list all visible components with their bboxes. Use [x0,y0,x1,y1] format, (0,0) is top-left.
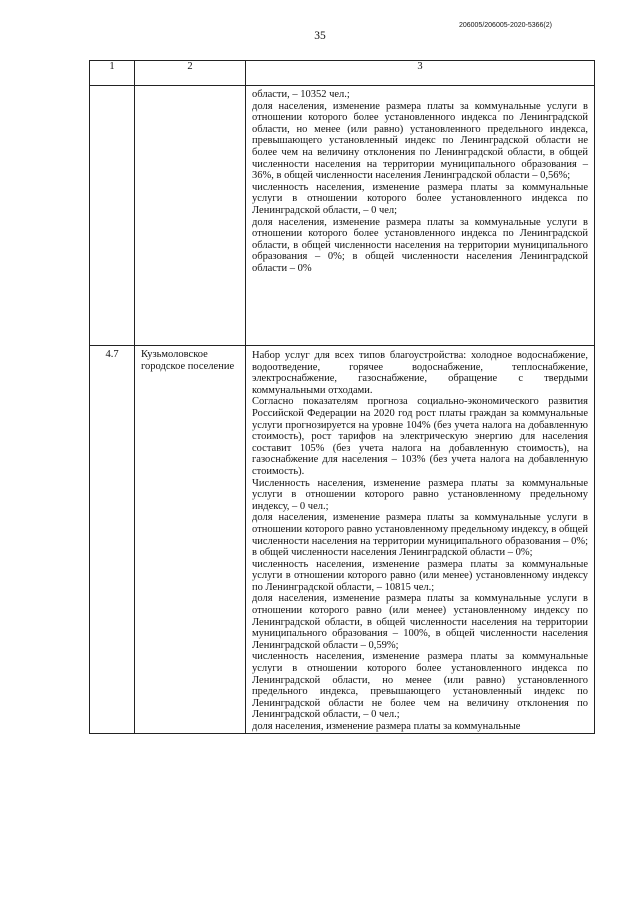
data-table [89,60,595,734]
paragraph: Согласно показателям прогноза социально-экономического развития Российской Федерации на 2020 год рост платы граждан за коммунальные услуги прогнозируется на уровне 104% (без учета налога на добавленную стоимость), рост тарифов на электрическую энергию для населения составит 105% (без учета налога на добавленную стоимость), на газоснабжение для населения – 103% (без учета налога на добавленную стоимость). [252,396,588,477]
description-cell [246,346,595,734]
paragraph: доля населения, изменение размера платы за коммунальные услуги в отношении которого равно установленному предельному индексу, в общей численности населения на территории муниципального образования – 0%; в общей численности населения Ленинградской области – 0%; [252,512,588,559]
paragraph: доля населения, изменение размера платы за коммунальные услуги в отношении которого более установленного индекса по Ленинградской области, но менее (или равно) установленного предельного индекса, превышающего установленный индекс по Ленинградской области не более чем на величину отклонения по Ленинградской области, в общей численности населения на территории муниципального образования – 36%, в общей численности населения Ленинградской области – 0,56%; [252,100,588,182]
table-row [90,86,595,346]
row-number: 4.7 [90,346,135,734]
paragraph: Набор услуг для всех типов благоустройства: холодное водоснабжение, водоотведение, горячее водоснабжение, теплоснабжение, электроснабжение, газоснабжение, обращение с твердыми коммунальными отходами. [252,350,588,396]
column-header: 2 [135,61,246,86]
paragraph: численность населения, изменение размера платы за коммунальные услуги в отношении которого равно (или менее) установленному индексу по Ленинградской области, – 10815 чел.; [252,558,588,593]
paragraph: численность населения, изменение размера платы за коммунальные услуги в отношении которого более установленного индекса по Ленинградской области, – 0 чел; [252,181,588,216]
table-row [90,346,595,734]
column-header: 1 [90,61,135,86]
settlement-name [135,86,246,346]
paragraph: доля населения, изменение размера платы за коммунальные услуги в отношении которого равно (или менее) установленному индексу по Ленинградской области, в общей численности населения на территории муниципального образования – 100%, в общей численности населения Ленинградской области – 0,59%; [252,593,588,651]
page-number: 35 [314,30,326,42]
paragraph: численность населения, изменение размера платы за коммунальные услуги в отношении которого более установленного индекса по Ленинградской области, но менее (или равно) установленного предельного индекса, превышающего установленный индекс по Ленинградской области не более чем на величину отклонения по Ленинградской области, – 0 чел.; [252,651,588,721]
paragraph: доля населения, изменение размера платы за коммунальные услуги в отношении которого более установленного индекса по Ленинградской области, в общей численности населения на территории муниципального образования – 0%; в общей численности населения Ленинградской области – 0% [252,216,588,274]
paragraph: Численность населения, изменение размера платы за коммунальные услуги в отношении которого равно установленному предельному индексу, – 0 чел.; [252,477,588,512]
paragraph: доля населения, изменение размера платы за коммунальные [252,721,521,732]
description-cell [246,86,595,346]
row-number [90,86,135,346]
paragraph: области, – 10352 чел.; [252,89,350,100]
settlement-name: Кузьмоловское городское поселение [135,346,246,734]
column-header: 3 [246,61,595,86]
document-id: 206005/206005-2020-5366(2) [458,22,552,29]
table-header-row [90,61,595,86]
